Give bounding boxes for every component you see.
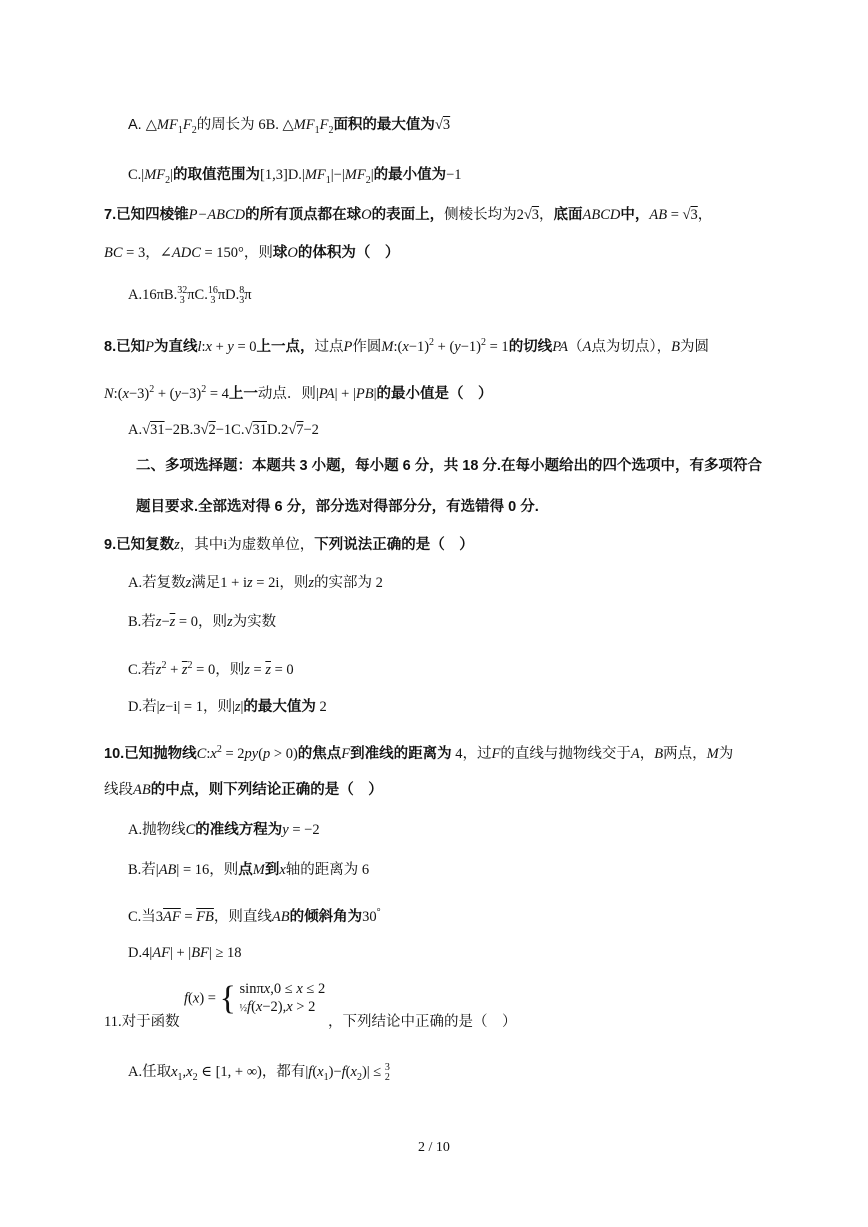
page-number: 2 / 10 [418, 1140, 450, 1155]
question-options: A.16πB.32 3 πC.16 3 πD.8 3π [128, 284, 252, 306]
question-line: 7.已知四棱锥P−ABCD的所有顶点都在球O的表面上，侧棱长均为2√3，底面ABCD中，AB = √3， [104, 207, 713, 223]
question-option: D.若|z−i| = 1，则|z|的最大值为 2 [128, 699, 327, 715]
question-option: B.若$z-\overline{z} = 0$，则z为实数 [128, 614, 277, 630]
question-line: 8.已知P为直线l:x + y = 0上一点，过点P作圆$M:(x-1)^2 + (y-1)^2 = 1$的切线PA（A点为切点），B为圆 [104, 337, 710, 355]
question-line: 10.已知抛物线$C:x^2 = 2py(p > 0)$的焦点F到准线的距离为 4，过F的直线与抛物线交于A，B两点，M为 [104, 744, 734, 762]
question-option: C.若$z^2 + \overline{z}^2 = 0$，则$z = \overline{z} = 0$ [128, 660, 294, 678]
question-option: A.若复数z满足1 + iz = 2i，则z的实部为 2 [128, 575, 383, 591]
question-option: B.若|AB| = 16，则点M到x轴的距离为 6 [128, 862, 370, 878]
question-option: A.任取$x_1,x_2$ ∈ [1, + ∞)，都有$|f(x_1)-f(x_2)| \le 3$ 2 [128, 1061, 390, 1083]
section-heading: 题目要求.全部选对得 6 分，部分选对得部分分，有选错得 0 分. [136, 499, 539, 515]
piecewise-function: f(x) = { sinπx,0 ≤ x ≤ 2 ½f(x−2),x > 2 [184, 980, 326, 1017]
question-line: 线段AB的中点，则下列结论正确的是（ ） [104, 782, 383, 798]
question-line: $C.|MF_2|$的取值范围为$[1,3]D.|MF_1|-|MF_2|$的最小值为−1 [128, 167, 462, 186]
question-line: 11.对于函数 [104, 1014, 180, 1030]
question-line: BC = 3，∠ADC = 150°，则球O的体积为（ ） [104, 245, 400, 261]
question-option: D.4|AF| + |BF| ≥ 18 [128, 945, 242, 961]
question-line: 9.已知复数z，其中i为虚数单位，下列说法正确的是（ ） [104, 537, 474, 553]
section-heading: 二、多项选择题：本题共 3 小题，每小题 6 分，共 18 分.在每小题给出的四个选项中，有多项符合 [136, 458, 762, 474]
question-options: A.√31−2B.3√2−1C.√31D.2√7−2 [128, 422, 319, 438]
question-line: A. $\triangle MF_1F_2$的周长为 6B. $\triangle MF_1F_2$面积的最大值为√3 [128, 117, 451, 136]
question-line: $N:(x-3)^2 + (y-3)^2 = 4$上一动点．则|PA| + |PB|的最小值是（ ） [104, 384, 493, 402]
question-option: C.当$3\overline{AF} = \overline{FB}$，则直线AB的倾斜角为30° [128, 907, 381, 925]
question-option: A.抛物线C的准线方程为y = −2 [128, 822, 320, 838]
question-line: ，下列结论中正确的是（ ） [328, 1014, 517, 1030]
